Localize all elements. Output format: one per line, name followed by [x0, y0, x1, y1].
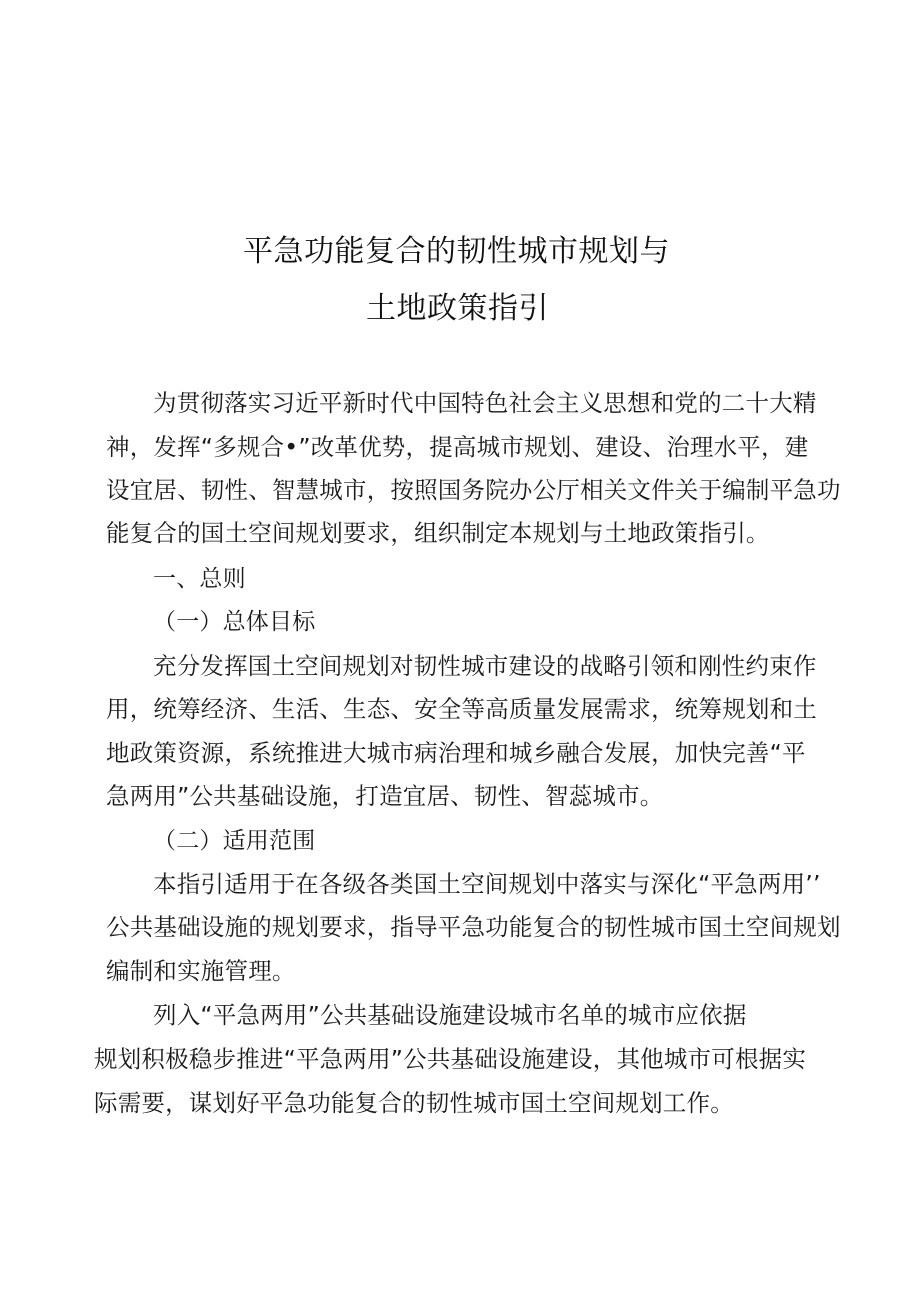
objectives-line: 用，统筹经济、生活、生态、安全等高质量发展需求，统筹规划和土	[106, 695, 817, 723]
scope-line: 际需要，谋划好平急功能复合的韧性城市国土空间规划工作。	[94, 1089, 734, 1117]
objectives-line: 地政策资源，系统推进大城市病治理和城乡融合发展，加快完善“平	[106, 739, 806, 767]
subsection-heading-scope: （二）适用范围	[153, 828, 316, 854]
document-title-line-2: 土地政策指引	[366, 291, 549, 326]
objectives-line: 充分发挥国土空间规划对韧性城市建设的战略引领和刚性约束作	[153, 652, 817, 680]
subsection-heading-objectives: （一）总体目标	[153, 609, 316, 635]
intro-line: 设宜居、韧性、智慧城市，按照国务院办公厅相关文件关于编制平急功	[106, 476, 841, 504]
document-title-line-1: 平急功能复合的韧性城市规划与	[243, 234, 670, 269]
intro-line: 为贯彻落实习近平新时代中国特色社会主义思想和党的二十大精	[153, 389, 817, 417]
scope-line: 规划积极稳步推进“平急两用”公共基础设施建设，其他城市可根据实	[94, 1045, 807, 1073]
objectives-line: 急两用”公共基础设施，打造宜居、韧性、智蕊城市。	[106, 782, 664, 810]
scope-line: 列入“平急两用”公共基础设施建设城市名单的城市应依据	[153, 1001, 747, 1029]
scope-line: 公共基础设施的规划要求，指导平急功能复合的韧性城市国土空间规划	[106, 913, 841, 941]
scope-line: 本指引适用于在各级各类国土空间规划中落实与深化“平急两用’’	[153, 870, 821, 898]
intro-line: 能复合的国土空间规划要求，组织制定本规划与土地政策指引。	[106, 519, 770, 547]
section-heading-general: 一、总则	[153, 566, 246, 592]
intro-line: 神，发挥“多规合•”改革优势，提高城市规划、建设、治理水平，建	[106, 433, 809, 461]
scope-line: 编制和实施管理。	[106, 957, 296, 985]
